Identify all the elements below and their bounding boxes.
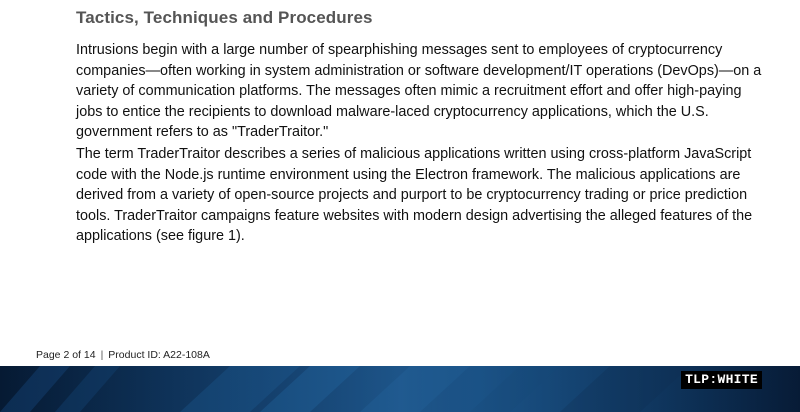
- product-id: Product ID: A22-108A: [108, 349, 210, 361]
- paragraph-intrusions: Intrusions begin with a large number of spearphishing messages sent to employees of cryptocurrency companies—often working in system administration or software development/IT operations (DevOps)—on a variety of communication platforms. The messages often mimic a recruitment effort and offer high-paying jobs to entice the recipients to download malware-laced cryptocurrency applications, which the U.S. government refers to as "TraderTraitor.": [76, 42, 762, 140]
- tlp-badge: TLP:WHITE: [681, 371, 762, 389]
- footer-band: [0, 366, 800, 412]
- paragraph-tradertraitor: The term TraderTraitor describes a series of malicious applications written using cross-platform JavaScript code with the Node.js runtime environment using the Electron framework. The malicious applications are derived from a variety of open-source projects and purport to be cryptocurrency trading or price prediction tools. TraderTraitor campaigns feature websites with modern design advertising the alleged features of the applications (see figure 1).: [76, 146, 753, 244]
- page-footer: [36, 349, 210, 361]
- band-pattern: [0, 366, 800, 412]
- footer-separator: |: [100, 349, 104, 361]
- page-number: Page 2 of 14: [36, 349, 96, 361]
- section-heading: Tactics, Techniques and Procedures: [76, 8, 373, 27]
